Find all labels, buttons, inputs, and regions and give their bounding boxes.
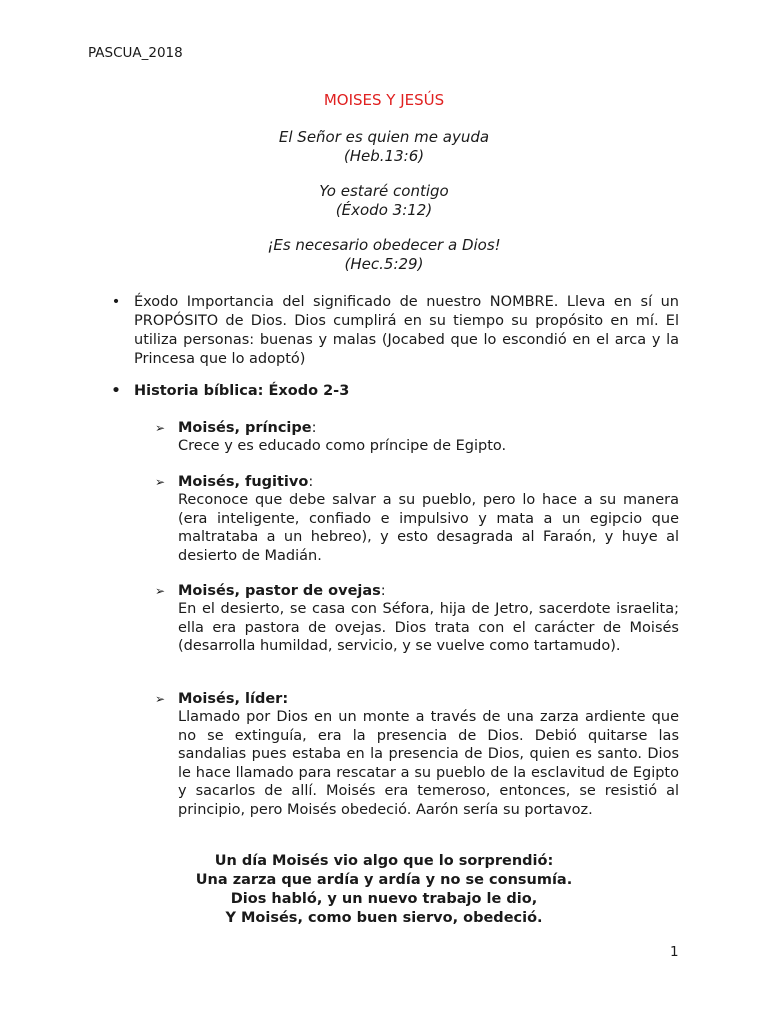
section-title: Moisés, fugitivo xyxy=(178,474,309,490)
section-body: Reconoce que debe salvar a su pueblo, pero lo hace a su manera (era inteligente, confiado e impulsivo y mata a un egipcio que maltrataba a un hebreo), y esto desagrada al Faraón, y huye al desierto de Madián. xyxy=(178,492,679,564)
section-body: En el desierto, se casa con Séfora, hija de Jetro, sacerdote israelita; ella era pastora de ovejas. Dios trata con el carácter de Moisés (desarrolla humildad, servicio, y se vuelve como tartamudo). xyxy=(178,601,679,654)
bullet-dot-icon: • xyxy=(111,294,121,310)
section-heading xyxy=(178,473,313,492)
document-title: MOISES Y JESÚS xyxy=(323,91,445,109)
section-colon: : xyxy=(308,474,314,490)
bullet-dot-icon: • xyxy=(111,383,121,399)
page-header: PASCUA_2018 xyxy=(88,45,183,61)
verse-1 xyxy=(0,128,768,166)
arrow-bullet-icon: ➢ xyxy=(155,421,166,435)
verse-2-text: Yo estaré contigo xyxy=(319,182,449,200)
verse-1-text: El Señor es quien me ayuda xyxy=(278,128,490,146)
verse-1-ref: (Heb.13:6) xyxy=(343,147,425,165)
section-title: Moisés, pastor de ovejas xyxy=(178,583,381,599)
section-body: Llamado por Dios en un monte a través de una zarza ardiente que no se extinguía, era la presencia de Dios. Debió quitarse las sandalias pues estaba en la presencia de Dios, quien es santo. Dios le hace llamado para rescatar a su pueblo de la esclavitud de Egipto y sacarlos de allí. Moisés era temeroso, entonces, se resistió al principio, pero Moisés obedeció. Aarón sería su portavoz. xyxy=(178,709,679,818)
section-colon: : xyxy=(380,583,386,599)
verse-3-text: ¡Es necesario obedecer a Dios! xyxy=(267,236,501,254)
verse-3-ref: (Hec.5:29) xyxy=(344,255,424,273)
section-title: Moisés, príncipe xyxy=(178,420,312,436)
arrow-bullet-icon: ➢ xyxy=(155,584,166,598)
section-heading xyxy=(178,419,317,438)
section-title: Moisés, líder: xyxy=(178,691,289,707)
bullet-text: Éxodo Importancia del significado de nuestro NOMBRE. Lleva en sí un PROPÓSITO de Dios. Dios cumplirá en su tiempo su propósito en mí. El utiliza personas: buenas y malas (Jocabed que lo escondió en el arca y la Princesa que lo adoptó) xyxy=(134,294,679,367)
section-colon: : xyxy=(311,420,317,436)
section-heading xyxy=(178,690,288,709)
arrow-bullet-icon: ➢ xyxy=(155,475,166,489)
section-body: Crece y es educado como príncipe de Egipto. xyxy=(178,438,507,454)
verse-3 xyxy=(0,236,768,274)
page-number: 1 xyxy=(670,944,679,960)
verse-2 xyxy=(0,182,768,220)
arrow-bullet-icon: ➢ xyxy=(155,692,166,706)
poem-line: Y Moisés, como buen siervo, obedeció. xyxy=(225,910,543,926)
section-heading xyxy=(178,582,386,601)
verse-2-ref: (Éxodo 3:12) xyxy=(335,201,433,219)
bullet-text: Historia bíblica: Éxodo 2-3 xyxy=(134,383,350,399)
poem-line: Un día Moisés vio algo que lo sorprendió: xyxy=(214,853,554,869)
poem-line: Una zarza que ardía y ardía y no se consumía. xyxy=(195,872,573,888)
poem-line: Dios habló, y un nuevo trabajo le dio, xyxy=(230,891,538,907)
closing-poem xyxy=(0,852,768,928)
